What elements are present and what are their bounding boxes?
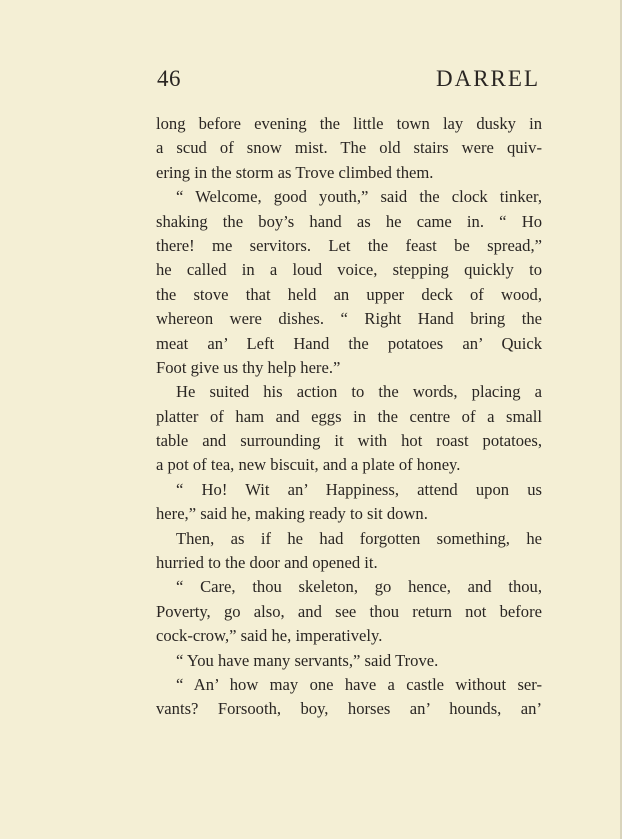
page-number: 46 bbox=[157, 66, 181, 91]
paragraph bbox=[156, 649, 542, 673]
text-line: he called in a loud voice, stepping quickly to bbox=[156, 260, 542, 280]
paragraph bbox=[156, 478, 542, 527]
text-line: He suited his action to the words, placing a bbox=[176, 382, 542, 402]
paragraph bbox=[156, 112, 542, 185]
text-line: “ Care, thou skeleton, go hence, and thou, bbox=[176, 577, 542, 597]
text-line: ering in the storm as Trove climbed them. bbox=[156, 162, 434, 182]
text-line: hurried to the door and opened it. bbox=[156, 553, 378, 573]
paragraph bbox=[156, 185, 542, 380]
text-line: platter of ham and eggs in the centre of a small bbox=[156, 406, 542, 426]
text-line: there! me servitors. Let the feast be spread,” bbox=[156, 235, 542, 255]
paragraph bbox=[156, 527, 542, 576]
text-line: long before evening the little town lay dusky in bbox=[156, 114, 542, 133]
text-line: Then, as if he had forgotten something, he bbox=[176, 528, 542, 548]
text-line: here,” said he, making ready to sit down. bbox=[156, 504, 428, 524]
text-line: cock-crow,” said he, imperatively. bbox=[156, 626, 383, 646]
paragraph bbox=[156, 673, 542, 722]
text-line: the stove that held an upper deck of wood, bbox=[156, 284, 542, 304]
text-line: table and surrounding it with hot roast potatoes, bbox=[156, 431, 542, 451]
text-line: a scud of snow mist. The old stairs were quiv- bbox=[156, 138, 542, 158]
text-line: Poverty, go also, and see thou return not before bbox=[156, 601, 542, 621]
paragraph bbox=[156, 575, 542, 648]
text-line: “ You have many servants,” said Trove. bbox=[176, 650, 439, 670]
text-line: “ Welcome, good youth,” said the clock tinker, bbox=[176, 187, 542, 207]
text-line: shaking the boy’s hand as he came in. “ Ho bbox=[156, 211, 542, 231]
text-line: meat an’ Left Hand the potatoes an’ Quick bbox=[156, 333, 542, 353]
text-line: “ Ho! Wit an’ Happiness, attend upon us bbox=[176, 479, 542, 499]
paragraph bbox=[156, 380, 542, 478]
text-line: a pot of tea, new biscuit, and a plate of honey. bbox=[156, 455, 461, 475]
text-line: Foot give us thy help here.” bbox=[156, 357, 341, 377]
text-line: whereon were dishes. “ Right Hand bring the bbox=[156, 309, 542, 329]
text-line: vants? Forsooth, boy, horses an’ hounds, an’ bbox=[156, 699, 542, 719]
body-text bbox=[156, 112, 542, 722]
running-head: DARREL bbox=[436, 66, 540, 91]
text-line: “ An’ how may one have a castle without ser- bbox=[176, 674, 542, 694]
